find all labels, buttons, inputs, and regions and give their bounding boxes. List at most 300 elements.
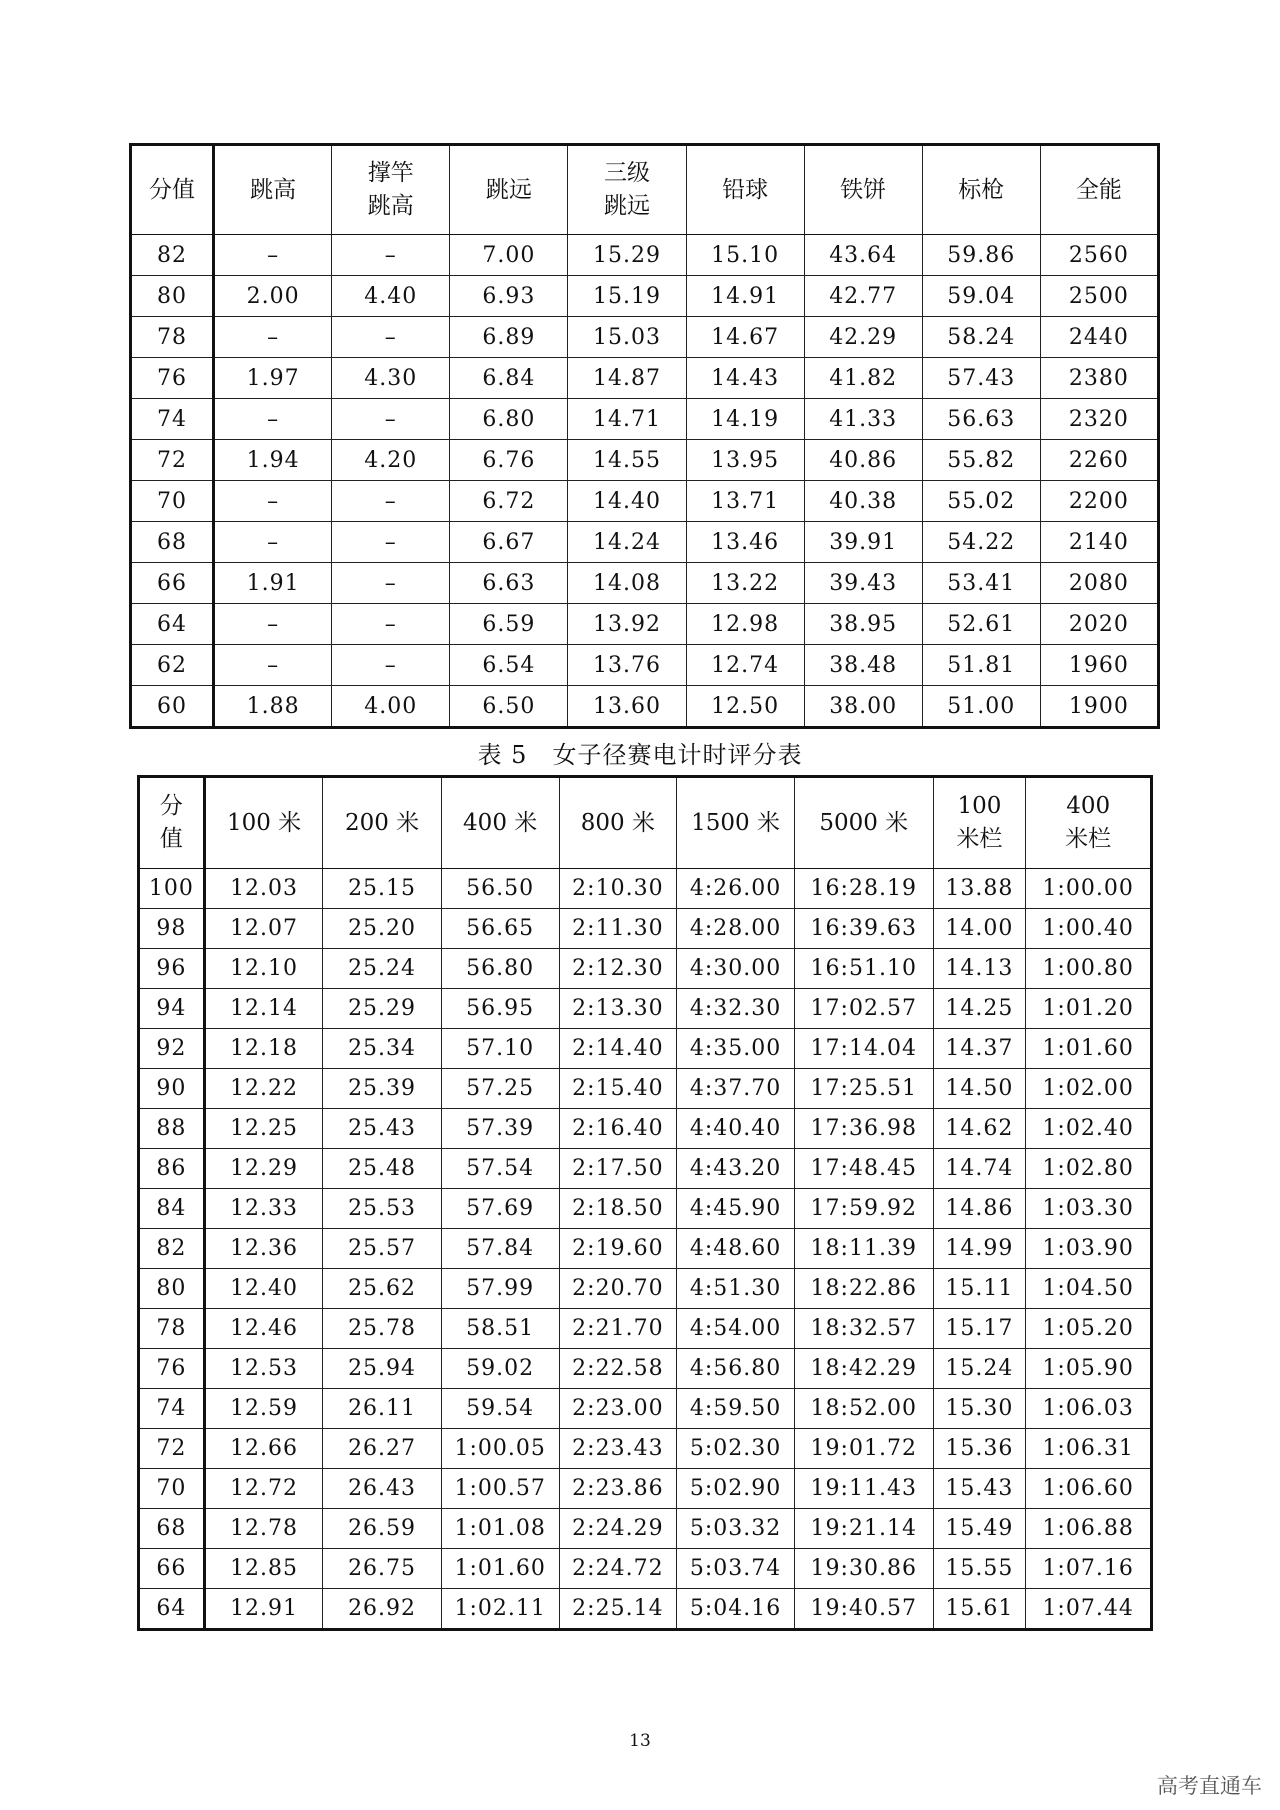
table-cell: 2080 [1040,563,1158,604]
table-cell: 12.40 [204,1269,323,1309]
table-cell: 2260 [1040,440,1158,481]
table-cell: – [332,235,450,276]
table-cell: 1:02.40 [1026,1109,1152,1149]
score-cell: 62 [131,645,214,686]
table-cell: 6.80 [450,399,568,440]
table-cell: 25.62 [323,1269,442,1309]
table-row [139,1589,1152,1630]
table-cell: 12.07 [204,909,323,949]
table-cell: 57.43 [922,358,1040,399]
table-cell: 4:40.40 [677,1109,795,1149]
table-cell: 14.87 [568,358,686,399]
table-cell: 17:14.04 [794,1029,933,1069]
table-cell: 16:51.10 [794,949,933,989]
table-cell: 2500 [1040,276,1158,317]
header-row [139,777,1152,869]
table-cell: 56.95 [441,989,559,1029]
table-cell: 1.94 [214,440,332,481]
table-cell: 12.18 [204,1029,323,1069]
column-header: 800 米 [559,777,677,869]
table-cell: 14.91 [686,276,804,317]
table-cell: 12.53 [204,1349,323,1389]
table-cell: – [214,399,332,440]
table-row [139,1029,1152,1069]
table-cell: 1:01.60 [441,1549,559,1589]
table-cell: 38.48 [804,645,922,686]
table-cell: 59.54 [441,1389,559,1429]
table-cell: 1:06.60 [1026,1469,1152,1509]
score-cell: 100 [139,869,205,909]
table-cell: 56.80 [441,949,559,989]
score-cell: 70 [139,1469,205,1509]
table-cell: 1:02.00 [1026,1069,1152,1109]
table-row [131,522,1159,563]
table-cell: 13.22 [686,563,804,604]
table-cell: 6.67 [450,522,568,563]
table-cell: 4:48.60 [677,1229,795,1269]
table-cell: – [332,481,450,522]
table-cell: 53.41 [922,563,1040,604]
table-cell: 1:06.88 [1026,1509,1152,1549]
column-header: 100 米栏 [933,777,1026,869]
table-cell: 2:23.43 [559,1429,677,1469]
table-cell: 56.50 [441,869,559,909]
table-cell: 6.93 [450,276,568,317]
score-cell: 72 [131,440,214,481]
table-cell: 2020 [1040,604,1158,645]
table-cell: 2440 [1040,317,1158,358]
table-cell: 15.49 [933,1509,1026,1549]
table-cell: 6.72 [450,481,568,522]
table-cell: 14.71 [568,399,686,440]
table-cell: 14.55 [568,440,686,481]
table-cell: 18:42.29 [794,1349,933,1389]
table-cell: 57.99 [441,1269,559,1309]
table-cell: 14.99 [933,1229,1026,1269]
table-cell: 13.46 [686,522,804,563]
table-cell: 14.13 [933,949,1026,989]
table-cell: 42.77 [804,276,922,317]
table-cell: 16:39.63 [794,909,933,949]
score-cell: 80 [131,276,214,317]
table-cell: 1:01.60 [1026,1029,1152,1069]
table-cell: 57.39 [441,1109,559,1149]
table-cell: 2200 [1040,481,1158,522]
table-row [131,563,1159,604]
table-cell: 15.03 [568,317,686,358]
table-cell: 25.53 [323,1189,442,1229]
table-cell: 1:00.57 [441,1469,559,1509]
table-cell: 2:23.00 [559,1389,677,1429]
table-cell: 1:01.08 [441,1509,559,1549]
table-cell: 5:02.90 [677,1469,795,1509]
table-cell: 12.98 [686,604,804,645]
table-cell: 2140 [1040,522,1158,563]
table-cell: 43.64 [804,235,922,276]
table-cell: – [214,522,332,563]
table-cell: 14.74 [933,1149,1026,1189]
table-cell: 18:22.86 [794,1269,933,1309]
table-cell: – [214,645,332,686]
table-cell: 12.74 [686,645,804,686]
table-cell: 26.92 [323,1589,442,1630]
column-header: 铅球 [686,145,804,235]
table-cell: 13.60 [568,686,686,728]
table-cell: 1:00.05 [441,1429,559,1469]
table-cell: 2:21.70 [559,1309,677,1349]
table-cell: 2320 [1040,399,1158,440]
table-cell: 15.55 [933,1549,1026,1589]
table-cell: 1:04.50 [1026,1269,1152,1309]
table-cell: 14.50 [933,1069,1026,1109]
table-cell: 25.57 [323,1229,442,1269]
table-cell: 16:28.19 [794,869,933,909]
table-cell: 39.91 [804,522,922,563]
table-cell: 6.59 [450,604,568,645]
table-cell: 13.88 [933,869,1026,909]
column-header: 三级 跳远 [568,145,686,235]
table-cell: 14.19 [686,399,804,440]
table-cell: 12.78 [204,1509,323,1549]
table-row [131,686,1159,728]
table-cell: 17:48.45 [794,1149,933,1189]
table-cell: 26.75 [323,1549,442,1589]
table-cell: 2:12.30 [559,949,677,989]
table-cell: 1:00.80 [1026,949,1152,989]
table-cell: 15.24 [933,1349,1026,1389]
table-cell: 25.15 [323,869,442,909]
table-cell: 14.40 [568,481,686,522]
table-cell: 4:43.20 [677,1149,795,1189]
table-cell: 19:01.72 [794,1429,933,1469]
score-cell: 94 [139,989,205,1029]
table-cell: 2:18.50 [559,1189,677,1229]
table-cell: 15.17 [933,1309,1026,1349]
table-cell: 12.66 [204,1429,323,1469]
table-cell: 6.50 [450,686,568,728]
table-cell: – [332,399,450,440]
table-cell: 41.33 [804,399,922,440]
table-cell: 6.84 [450,358,568,399]
table-row [139,1109,1152,1149]
table-cell: 17:25.51 [794,1069,933,1109]
table-cell: 58.51 [441,1309,559,1349]
table-row [139,1069,1152,1109]
table-cell: 14.24 [568,522,686,563]
column-header: 全能 [1040,145,1158,235]
table-cell: 15.30 [933,1389,1026,1429]
table-cell: 1:00.40 [1026,909,1152,949]
table-cell: 58.24 [922,317,1040,358]
table-row [139,1429,1152,1469]
table-cell: 14.37 [933,1029,1026,1069]
table-cell: 4:59.50 [677,1389,795,1429]
table-cell: 6.76 [450,440,568,481]
score-cell: 64 [139,1589,205,1630]
score-cell: 92 [139,1029,205,1069]
table-cell: 2:17.50 [559,1149,677,1189]
table-cell: 59.86 [922,235,1040,276]
table-cell: 2560 [1040,235,1158,276]
table-cell: 1:06.03 [1026,1389,1152,1429]
table-cell: 5:02.30 [677,1429,795,1469]
score-cell: 84 [139,1189,205,1229]
table-cell: 14.43 [686,358,804,399]
table-row [131,645,1159,686]
table-row [139,1189,1152,1229]
table-cell: 1:07.44 [1026,1589,1152,1630]
table-row [139,1149,1152,1189]
table-cell: 51.00 [922,686,1040,728]
table-row [139,989,1152,1029]
score-cell: 76 [131,358,214,399]
table-cell: 6.89 [450,317,568,358]
table-cell: 38.00 [804,686,922,728]
column-header: 铁饼 [804,145,922,235]
score-cell: 68 [139,1509,205,1549]
table-cell: 12.03 [204,869,323,909]
table-cell: 12.36 [204,1229,323,1269]
table-cell: 1:03.90 [1026,1229,1152,1269]
score-cell: 68 [131,522,214,563]
table-cell: 57.10 [441,1029,559,1069]
table-cell: 2:24.29 [559,1509,677,1549]
table-cell: 25.20 [323,909,442,949]
table-cell: 41.82 [804,358,922,399]
score-cell: 70 [131,481,214,522]
table-cell: 2:15.40 [559,1069,677,1109]
table-cell: 1:05.20 [1026,1309,1152,1349]
table-cell: 19:40.57 [794,1589,933,1630]
table-cell: 12.22 [204,1069,323,1109]
column-header: 1500 米 [677,777,795,869]
table-cell: 57.84 [441,1229,559,1269]
table-cell: 13.71 [686,481,804,522]
table-cell: 15.43 [933,1469,1026,1509]
score-cell: 64 [131,604,214,645]
table-row [139,1269,1152,1309]
column-header: 标枪 [922,145,1040,235]
table-cell: 15.10 [686,235,804,276]
table-cell: 2:24.72 [559,1549,677,1589]
watermark: 高考直通车 [1157,1774,1262,1798]
score-cell: 88 [139,1109,205,1149]
table-cell: 2:19.60 [559,1229,677,1269]
table-row [139,909,1152,949]
table-row [139,1469,1152,1509]
table-cell: 38.95 [804,604,922,645]
score-cell: 76 [139,1349,205,1389]
table-cell: – [214,481,332,522]
score-cell: 82 [139,1229,205,1269]
table-row [139,1389,1152,1429]
table-cell: 12.29 [204,1149,323,1189]
column-header: 跳远 [450,145,568,235]
table-cell: 1:06.31 [1026,1429,1152,1469]
table-cell: – [214,604,332,645]
column-header: 跳高 [214,145,332,235]
score-cell: 82 [131,235,214,276]
table-cell: 13.76 [568,645,686,686]
table-cell: 2.00 [214,276,332,317]
table-row [139,1549,1152,1589]
score-cell: 86 [139,1149,205,1189]
table-cell: 52.61 [922,604,1040,645]
table-cell: 5:03.74 [677,1549,795,1589]
score-cell: 74 [139,1389,205,1429]
table-cell: 26.43 [323,1469,442,1509]
table-cell: 13.92 [568,604,686,645]
column-header: 400 米栏 [1026,777,1152,869]
table-cell: 4:45.90 [677,1189,795,1229]
table-cell: 55.02 [922,481,1040,522]
table-cell: 1.88 [214,686,332,728]
table-cell: 19:11.43 [794,1469,933,1509]
table-cell: 2:13.30 [559,989,677,1029]
table-cell: 4:30.00 [677,949,795,989]
column-header: 撑竿 跳高 [332,145,450,235]
column-header: 5000 米 [794,777,933,869]
table-cell: 4:51.30 [677,1269,795,1309]
score-cell: 66 [139,1549,205,1589]
table-cell: 17:59.92 [794,1189,933,1229]
table-row [139,869,1152,909]
table-cell: 4:32.30 [677,989,795,1029]
table-cell: 15.36 [933,1429,1026,1469]
table-cell: 17:02.57 [794,989,933,1029]
table-cell: 14.62 [933,1109,1026,1149]
table-row [139,1349,1152,1389]
table-cell: 2:14.40 [559,1029,677,1069]
table-cell: – [332,604,450,645]
table-cell: – [332,317,450,358]
table-cell: 40.38 [804,481,922,522]
table-cell: 5:03.32 [677,1509,795,1549]
table-row [131,358,1159,399]
table-cell: 25.34 [323,1029,442,1069]
score-cell: 78 [139,1309,205,1349]
table-cell: 1:05.90 [1026,1349,1152,1389]
table-row [131,276,1159,317]
table-cell: 1:07.16 [1026,1549,1152,1589]
table-cell: 1:02.11 [441,1589,559,1630]
score-cell: 90 [139,1069,205,1109]
table-cell: 25.39 [323,1069,442,1109]
score-cell: 72 [139,1429,205,1469]
table-cell: 59.02 [441,1349,559,1389]
table-row [139,1229,1152,1269]
score-cell: 96 [139,949,205,989]
table-cell: 15.11 [933,1269,1026,1309]
table-row [131,317,1159,358]
table-row [131,440,1159,481]
score-cell: 66 [131,563,214,604]
page-number: 13 [629,1731,651,1751]
table-cell: 12.10 [204,949,323,989]
table-cell: 26.11 [323,1389,442,1429]
table-row [139,1309,1152,1349]
column-header: 分值 [131,145,214,235]
table-cell: 19:21.14 [794,1509,933,1549]
table-cell: 25.78 [323,1309,442,1349]
table-row [131,399,1159,440]
table-cell: 15.19 [568,276,686,317]
table-cell: 12.91 [204,1589,323,1630]
table-cell: 17:36.98 [794,1109,933,1149]
table-cell: 7.00 [450,235,568,276]
table-cell: 5:04.16 [677,1589,795,1630]
table-cell: 15.61 [933,1589,1026,1630]
table-cell: 12.33 [204,1189,323,1229]
table-cell: 12.46 [204,1309,323,1349]
table-cell: 4:35.00 [677,1029,795,1069]
table-cell: 12.72 [204,1469,323,1509]
table-cell: 42.29 [804,317,922,358]
table-cell: 2:11.30 [559,909,677,949]
table-cell: 14.00 [933,909,1026,949]
table-cell: 2:20.70 [559,1269,677,1309]
table-cell: 4:37.70 [677,1069,795,1109]
table-cell: 2:25.14 [559,1589,677,1630]
table-cell: 14.86 [933,1189,1026,1229]
table-cell: 59.04 [922,276,1040,317]
score-cell: 80 [139,1269,205,1309]
table-cell: 55.82 [922,440,1040,481]
table-row [139,1509,1152,1549]
table-cell: 2:22.58 [559,1349,677,1389]
score-cell: 60 [131,686,214,728]
table-cell: 6.54 [450,645,568,686]
track-events-score-table [137,775,1153,1631]
field-events-score-table [129,143,1160,729]
table-cell: 4.40 [332,276,450,317]
table-cell: 12.14 [204,989,323,1029]
column-header: 400 米 [441,777,559,869]
table-cell: 25.43 [323,1109,442,1149]
score-cell: 74 [131,399,214,440]
table-row [131,604,1159,645]
table-cell: 12.50 [686,686,804,728]
table-row [139,949,1152,989]
table-cell: 14.67 [686,317,804,358]
table-cell: – [214,317,332,358]
table-cell: – [332,563,450,604]
table-cell: 4:54.00 [677,1309,795,1349]
table-cell: 51.81 [922,645,1040,686]
table-cell: 1.91 [214,563,332,604]
table-cell: 4:56.80 [677,1349,795,1389]
table-cell: 18:32.57 [794,1309,933,1349]
table-cell: 2:23.86 [559,1469,677,1509]
table-row [131,481,1159,522]
table-cell: – [214,235,332,276]
table-cell: 1.97 [214,358,332,399]
column-header: 分 值 [139,777,205,869]
table-cell: 57.54 [441,1149,559,1189]
table-cell: 1900 [1040,686,1158,728]
table-cell: 18:52.00 [794,1389,933,1429]
table-cell: 1:02.80 [1026,1149,1152,1189]
table-cell: 25.29 [323,989,442,1029]
score-cell: 78 [131,317,214,358]
score-cell: 98 [139,909,205,949]
table-cell: 2380 [1040,358,1158,399]
table-cell: – [332,645,450,686]
table-cell: 25.24 [323,949,442,989]
table-cell: 26.59 [323,1509,442,1549]
table-cell: 4:26.00 [677,869,795,909]
table-cell: 14.08 [568,563,686,604]
